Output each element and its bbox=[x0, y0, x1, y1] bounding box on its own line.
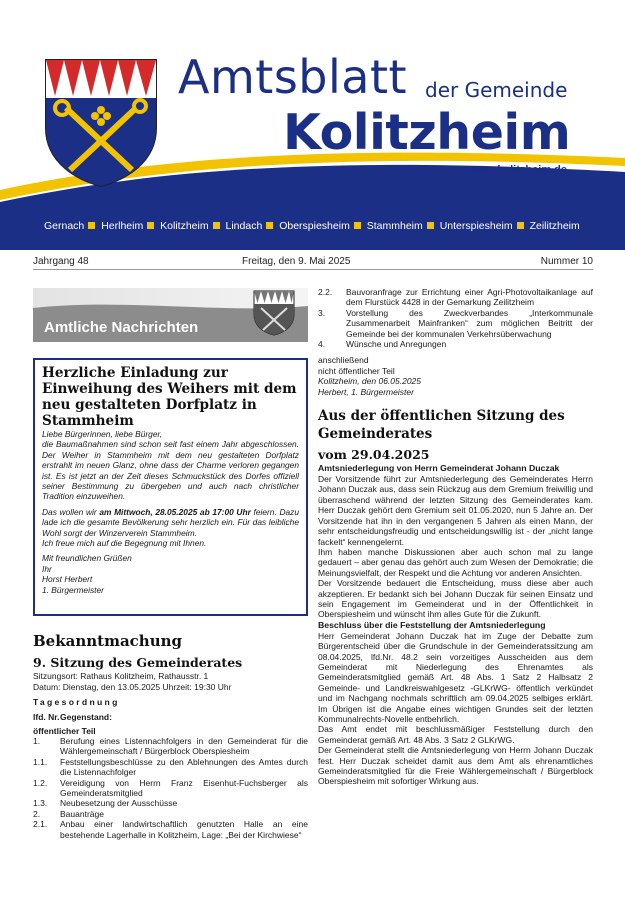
agenda-item-text: Vereidigung von Herrn Franz Eisenhut-Fuchsberger als Gemeinderatsmitglied bbox=[60, 777, 308, 799]
issue-date: Freitag, den 9. Mai 2025 bbox=[242, 256, 351, 267]
agenda-item bbox=[318, 308, 593, 339]
masthead-subtitle: der Gemeinde bbox=[425, 78, 568, 102]
invitation-signer-role: 1. Bürgermeister bbox=[42, 584, 104, 595]
invitation-heading: Herzliche Einladung zur Einweihung des Weihers mit dem neu gestalteten Dorfplatz in Stammheim bbox=[42, 365, 297, 429]
agenda-item bbox=[318, 287, 593, 308]
agenda-item-number: 1.2. bbox=[33, 777, 48, 788]
session-paragraph: Der Vorsitzende führt zur Amtsniederlegung des Gemeinderates Herrn Johann Duczak aus, dass sein Rückzug aus dem Gremium freiwillig und überraschend während der letzten Sitzung des Gemeinderates kam. Herr Duczak gehört dem Gremium seit 01.05.2020, nun 5 Jahre an. Der Vorsitzende hat ihn in den vergangenen 5 Jahren als einen Mann, der sehr entscheidungsfreudig und entscheidungswillig ist - der „nicht lange fackelt“ kennengelernt. bbox=[318, 474, 593, 547]
village-name: Oberspiesheim bbox=[279, 220, 350, 232]
agenda-item-number: 1.1. bbox=[33, 756, 48, 767]
village-name: Stammheim bbox=[366, 220, 423, 232]
village-name: Kolitzheim bbox=[160, 220, 209, 232]
agenda-col-item: Gegenstand: bbox=[60, 712, 112, 722]
agenda-item bbox=[33, 736, 308, 757]
invitation-yours: Ihr bbox=[42, 563, 52, 574]
agenda-item-text: Berufung eines Listennachfolgers in den Gemeinderat für die Wählergemeinschaft / Bürgerblock Oberspiesheim bbox=[60, 736, 308, 757]
agenda-item-text: Feststellungsbeschlüsse zu den Ablehnungen des Amtes durch die Listennachfolger bbox=[60, 756, 308, 778]
village-name: Lindach bbox=[225, 220, 263, 232]
agenda-column-header bbox=[33, 712, 308, 723]
agenda-item-number: 2.1. bbox=[33, 819, 48, 830]
municipal-crest-icon bbox=[44, 58, 158, 188]
agenda-item bbox=[33, 757, 308, 778]
invitation-body: die Baumaßnahmen sind schon seit fast einem Jahr abgeschlossen. Der Weiher in Stammheim mit dem neu gestalteten Dorfplatz erstrahlt im neuen Glanz, ohne dass der Charme verloren gegangen ist. Es ist jetzt an der Zeit dieses Schmuckstück des Dorfes offiziell seiner Bestimmung zu übergeben und auch nach christlicher Tradition einzuweihen. bbox=[42, 439, 299, 502]
agenda-item bbox=[33, 778, 308, 799]
agenda-item-text: Wünsche und Anregungen bbox=[346, 339, 447, 350]
agenda-list-continued bbox=[318, 287, 593, 349]
invitation-box bbox=[33, 358, 308, 616]
agenda-item bbox=[33, 819, 308, 840]
announcement-heading: Bekanntmachung bbox=[33, 632, 183, 650]
square-bullet-icon bbox=[88, 222, 95, 229]
agenda-item-number: 1. bbox=[33, 736, 41, 746]
agenda-list bbox=[33, 736, 308, 840]
issue-info-bar bbox=[33, 254, 593, 270]
masthead-municipality: Kolitzheim bbox=[283, 104, 571, 161]
agenda-col-num: lfd. Nr. bbox=[33, 712, 60, 722]
announcement-section bbox=[33, 632, 308, 840]
invitation-date-bold: am Mittwoch, 28.05.2025 ab 17:00 Uhr bbox=[99, 506, 251, 517]
agenda-item bbox=[318, 339, 593, 349]
small-crest-icon bbox=[253, 290, 295, 336]
agenda-item-text: Bauanträge bbox=[60, 808, 104, 819]
village-list bbox=[44, 220, 604, 232]
session-date: vom 29.04.2025 bbox=[318, 447, 430, 463]
meeting-location: Sitzungsort: Rathaus Kolitzheim, Rathausstr. 1 bbox=[33, 671, 209, 681]
agenda-item bbox=[33, 809, 308, 819]
website-link[interactable]: www.kolitzheim.de bbox=[469, 164, 567, 176]
announcement-sign-date: Kolitzheim, den 06.05.2025 bbox=[318, 376, 422, 387]
agenda-item-text: Vorstellung des Zweckverbandes „Interkommunale Zusammenarbeit Mainfranken“ zum möglichen Beitritt der Gemeinde bei der kommunalen Verkehrsüberwachung bbox=[346, 307, 593, 339]
agenda-item-text: Anbau einer landwirtschaftlich genutzten Halle an eine bestehende Lagerhalle in Kolitzheim, Lage: „Bei der Kirchwiese“ bbox=[60, 819, 308, 840]
masthead bbox=[0, 0, 625, 250]
agenda-item-number: 3. bbox=[318, 307, 326, 318]
agenda-item-text: Bauvoranfrage zur Errichtung einer Agri-Photovoltaikanlage auf dem Flurstück 4428 in der Gemarkung Zeilitzheim bbox=[346, 287, 593, 308]
meeting-datetime: Datum: Dienstag, den 13.05.2025 Uhrzeit: 19:30 Uhr bbox=[33, 682, 232, 692]
square-bullet-icon bbox=[147, 222, 154, 229]
agenda-item-number: 1.3. bbox=[33, 798, 48, 809]
session-paragraph: Ihm haben manche Diskussionen aber auch schon mal zu lange gedauert – aber genau das gehört auch zum Wesen der Demokratie; die Meinungsvielfalt, der Respekt und die Achtung vor anderen Ansichten. bbox=[318, 546, 593, 578]
village-name: Zeilitzheim bbox=[529, 220, 580, 232]
village-name: Gernach bbox=[44, 220, 85, 232]
agenda-item bbox=[33, 798, 308, 808]
session-paragraph: Der Gemeinderat stellt die Amtsniederlegung von Herrn Johann Duczak fest. Herr Duczak scheidet damit aus dem Amt als ehrenamtliches Gemeinderatsmitglied für die Freie Wählergemeinschaft / Bürgerblock Oberspiesheim mit sofortiger Wirkung aus. bbox=[318, 745, 593, 787]
agenda-item-number: 4. bbox=[318, 339, 326, 350]
square-bullet-icon bbox=[517, 222, 524, 229]
masthead-title: Amtsblatt bbox=[178, 50, 408, 104]
village-name: Unterspiesheim bbox=[439, 220, 513, 232]
agenda-item-text: Neubesetzung der Ausschüsse bbox=[60, 798, 178, 809]
session-paragraph: Herr Gemeinderat Johann Duczak hat im Zuge der Debatte zum Bürgerentscheid über die Grundschule in der Gemeinderatssitzung am 08.04.2025, lfd.Nr. 48.2 sein vorzeitiges Ausscheiden aus dem Gemeinderat mit Niederlegung des Ehrenamtes als Gemeinderatsmitglied gemäß Art. 48 Abs. 1 Satz 2 Halbsatz 2 Gemeinde- und Landkreiswahlgesetz -GLKrWG- öffentlich verkündet und im Nachgang nochmals schriftlich am 09.04.2025 selbiges erklärt. Im Übrigen ist die Angabe eines wichtigen Grundes seit der letzten Kommunalrechts-Novelle entbehrlich. bbox=[318, 630, 593, 724]
session-subheading-resolution: Beschluss über die Feststellung der Amtsniederlegung bbox=[318, 619, 546, 630]
invitation-signer-name: Horst Herbert bbox=[42, 574, 93, 585]
right-column bbox=[318, 287, 593, 787]
section-banner-title: Amtliche Nachrichten bbox=[44, 319, 199, 336]
invitation-salutation: Liebe Bürgerinnen, liebe Bürger, bbox=[42, 429, 163, 439]
session-paragraph: Das Amt endet mit beschlussmäßiger Feststellung durch den Gemeinderat gemäß Art. 48 Abs. 3 Satz 2 GLKrWG. bbox=[318, 724, 593, 745]
public-part-label: öffentlicher Teil bbox=[33, 725, 96, 736]
agenda-item-number: 2. bbox=[33, 808, 41, 819]
session-subheading-resignation: Amtsniederlegung von Herrn Gemeinderat Johann Duczak bbox=[318, 463, 560, 474]
announcement-subheading: 9. Sitzung des Gemeinderates bbox=[33, 655, 243, 670]
square-bullet-icon bbox=[266, 222, 273, 229]
session-heading: Aus der öffentlichen Sitzung des Gemeinderates bbox=[318, 408, 565, 443]
invitation-date-paragraph bbox=[42, 507, 299, 538]
square-bullet-icon bbox=[354, 222, 361, 229]
square-bullet-icon bbox=[213, 222, 220, 229]
invitation-date-post: feiern. Dazu lade ich die gesamte Bevölkerung sehr herzlich ein. Für das leibliche Wohl sorgt der Winzerverein Stammheim. bbox=[42, 506, 300, 538]
invitation-closing: Ich freue mich auf die Begegnung mit Ihnen. bbox=[42, 538, 207, 549]
square-bullet-icon bbox=[427, 222, 434, 229]
invitation-greeting: Mit freundlichen Grüßen bbox=[42, 553, 132, 564]
session-paragraph: Der Vorsitzende bedauert die Entscheidung, muss diese aber auch akzeptieren. Er bedankt sich bei Johann Duczak für seinen Einsatz und sein Engagement im Gemeinderat und in der Öffentlichkeit in Oberspiesheim und wünscht ihm alles Gute für die Zukunft. bbox=[318, 578, 593, 620]
issue-number: Nummer 10 bbox=[540, 256, 593, 267]
private-part-label: nicht öffentlicher Teil bbox=[318, 365, 395, 376]
issue-year: Jahrgang 48 bbox=[33, 256, 89, 267]
village-name: Herlheim bbox=[101, 220, 144, 232]
announcement-sign-name: Herbert, 1. Bürgermeister bbox=[318, 386, 414, 397]
agenda-item-number: 2.2. bbox=[318, 287, 333, 297]
agenda-label: Tagesordnung bbox=[33, 697, 120, 707]
invitation-date-pre: Das wollen wir bbox=[42, 506, 100, 517]
agenda-after: anschließend bbox=[318, 355, 369, 366]
